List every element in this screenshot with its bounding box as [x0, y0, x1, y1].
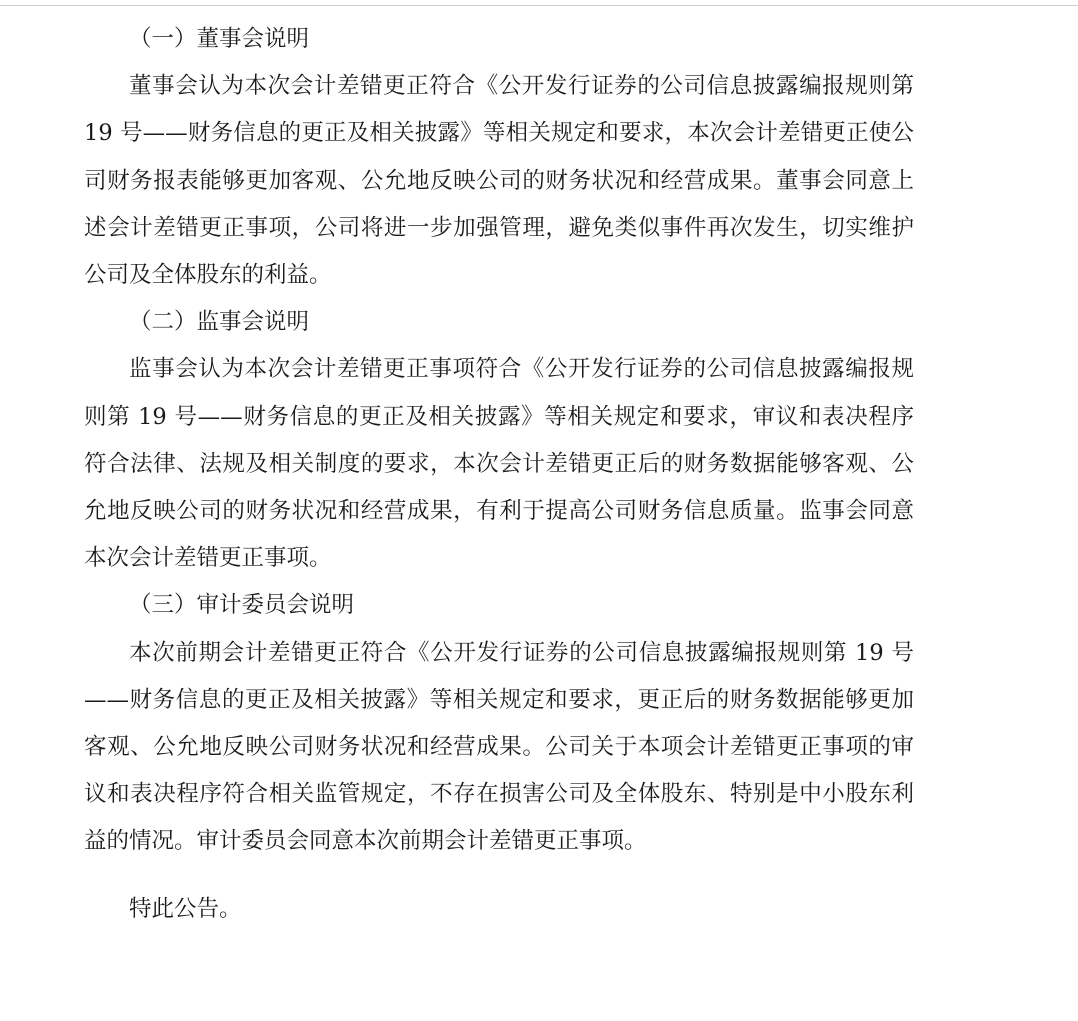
section-heading-audit-committee: （三）审计委员会说明: [129, 592, 355, 619]
document-page: [84, 16, 914, 933]
section-heading-board: （一）董事会说明: [129, 26, 310, 52]
top-divider: [0, 5, 1078, 6]
section-body-supervisory: 监事会认为本次会计差错更正事项符合《公开发行证券的公司信息披露编报规则第 19 号——财务信息的更正及相关披露》等相关规定和要求，审议和表决程序符合法律、法规及相关制度的要求，本次会计差错更正后的财务数据能够客观、公允地反映公司的财务状况和经营成果，有利于提高公司财务信息质量。监事会同意本次会计差错更正事项。: [84, 356, 914, 572]
section-heading-supervisory: （二）监事会说明: [129, 309, 310, 336]
closing-statement: 特此公告。: [129, 895, 242, 922]
section-body-board: 董事会认为本次会计差错更正符合《公开发行证券的公司信息披露编报规则第 19 号——财务信息的更正及相关披露》等相关规定和要求，本次会计差错更正使公司财务报表能够更加客观、公允地反映公司的财务状况和经营成果。董事会同意上述会计差错更正事项，公司将进一步加强管理，避免类似事件再次发生，切实维护公司及全体股东的利益。: [84, 73, 914, 289]
section-body-audit-committee: 本次前期会计差错更正符合《公开发行证券的公司信息披露编报规则第 19 号——财务信息的更正及相关披露》等相关规定和要求，更正后的财务数据能够更加客观、公允地反映公司财务状况和经营成果。公司关于本项会计差错更正事项的审议和表决程序符合相关监管规定，不存在损害公司及全体股东、特别是中小股东利益的情况。审计委员会同意本次前期会计差错更正事项。: [84, 639, 914, 855]
